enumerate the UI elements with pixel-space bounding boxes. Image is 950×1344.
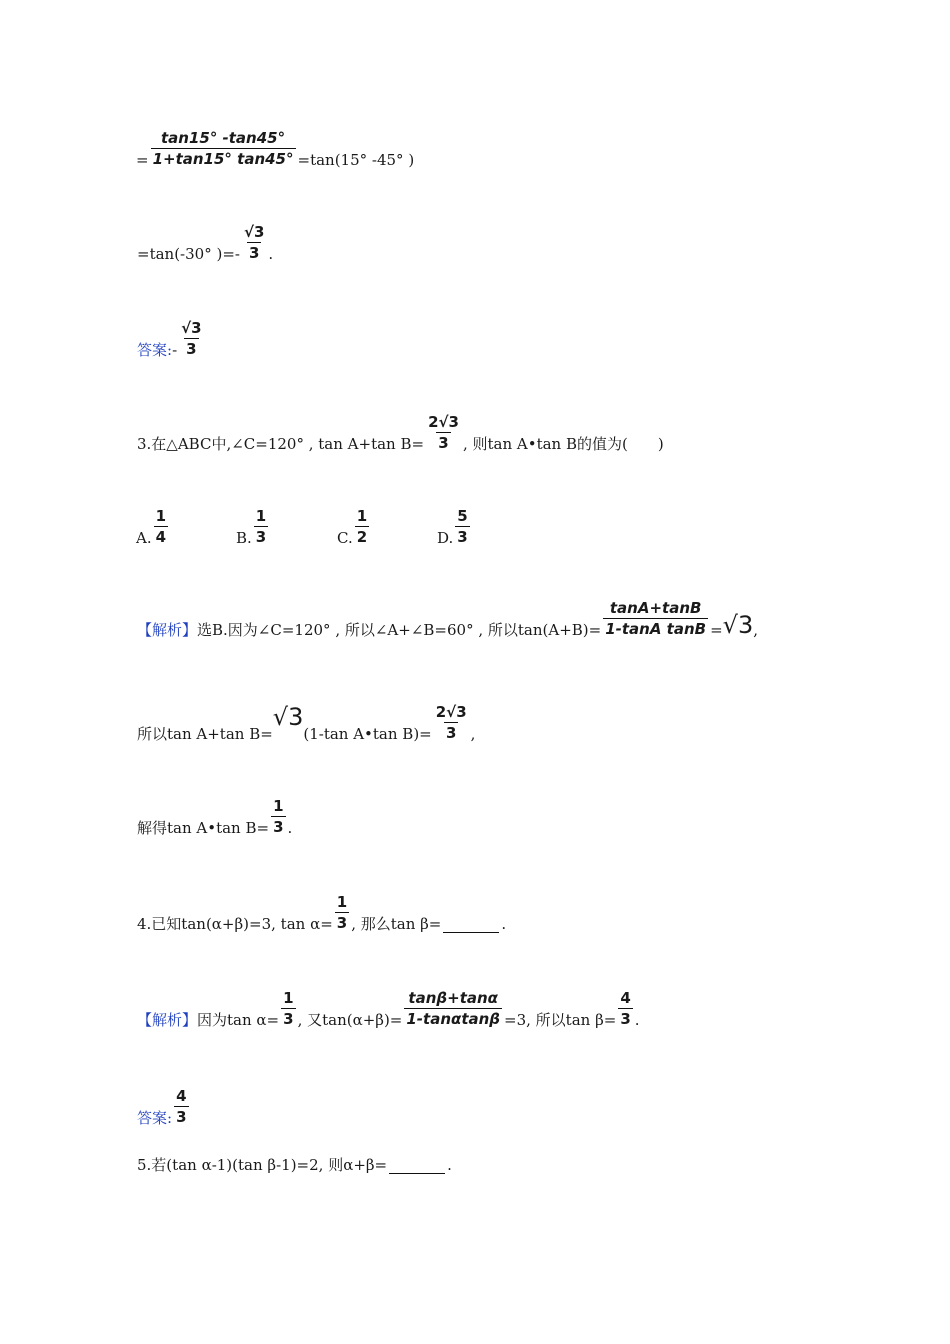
sol4-denominator-3: 3 bbox=[620, 1010, 631, 1028]
q3-option-d[interactable] bbox=[437, 506, 472, 547]
step1-line bbox=[136, 128, 414, 198]
sol3-denominator: 1-tanA tanB bbox=[605, 620, 707, 638]
q5-line bbox=[137, 1156, 452, 1226]
sol3b-line bbox=[137, 702, 475, 772]
sol3-tag: 【解析】 bbox=[137, 621, 198, 639]
step2-numerator: √3 bbox=[243, 223, 265, 241]
answer4-line bbox=[137, 1086, 191, 1156]
option-label: D. bbox=[437, 529, 454, 547]
option-label: B. bbox=[236, 529, 252, 547]
q4-numerator: 1 bbox=[336, 893, 348, 911]
option-fraction bbox=[154, 506, 168, 547]
option-numerator: 5 bbox=[457, 507, 468, 525]
answer4-numerator: 4 bbox=[176, 1087, 187, 1105]
sol3c-tail: . bbox=[287, 819, 293, 837]
sol4-tag: 【解析】 bbox=[137, 1011, 198, 1029]
sol3-tail: , bbox=[753, 621, 759, 639]
sol4-denominator-2: 1-tanαtanβ bbox=[406, 1010, 501, 1028]
step2-suffix: . bbox=[268, 245, 274, 263]
option-numerator: 1 bbox=[255, 507, 267, 525]
step2-prefix: =tan(-30° )=- bbox=[137, 245, 240, 263]
option-fraction bbox=[254, 506, 268, 547]
sol3c-numerator: 1 bbox=[273, 797, 284, 815]
q3-numerator: 2√3 bbox=[428, 413, 459, 431]
sol3-sqrt: √3 bbox=[722, 611, 754, 639]
sol4-numerator-1: 1 bbox=[283, 989, 294, 1007]
sol3-eq: = bbox=[710, 621, 723, 639]
sol4-numerator-2: tanβ+tanα bbox=[408, 989, 498, 1007]
sol3b-denominator: 3 bbox=[445, 724, 457, 742]
step2-denominator: 3 bbox=[248, 244, 260, 262]
sol3c-denominator: 3 bbox=[273, 818, 284, 836]
q3-denominator: 3 bbox=[438, 434, 449, 452]
sol4-text2: , 又tan(α+β)= bbox=[297, 1011, 403, 1029]
step1-numerator: tan15° -tan45° bbox=[160, 129, 286, 147]
sol3b-text1: 所以tan A+tan B= bbox=[137, 725, 273, 743]
q4-line bbox=[137, 892, 506, 962]
q3-text1: 3.在△ABC中,∠C=120° , tan A+tan B= bbox=[137, 435, 425, 453]
q5-answer-blank[interactable] bbox=[389, 1159, 445, 1174]
q3-line bbox=[137, 412, 664, 482]
option-fraction bbox=[455, 506, 469, 547]
answer4-fraction bbox=[174, 1086, 188, 1127]
q4-text2: , 那么tan β= bbox=[351, 915, 442, 933]
sol4-numerator-3: 4 bbox=[620, 989, 631, 1007]
option-denominator: 3 bbox=[457, 528, 468, 546]
option-denominator: 3 bbox=[255, 528, 267, 546]
q5-text1: 5.若(tan α-1)(tan β-1)=2, 则α+β= bbox=[137, 1156, 388, 1174]
sol3c-fraction bbox=[271, 796, 285, 837]
q4-tail: . bbox=[501, 915, 507, 933]
sol3c-line bbox=[137, 796, 292, 866]
sol4-fraction-1 bbox=[281, 988, 295, 1029]
answer1-label: 答案: bbox=[137, 341, 173, 359]
q3-text2: , 则tan A•tan B的值为( ) bbox=[462, 435, 664, 453]
sol3b-sqrt: √3 bbox=[272, 703, 304, 731]
step2-fraction bbox=[242, 222, 266, 263]
answer4-denominator: 3 bbox=[176, 1108, 187, 1126]
q3-option-a[interactable] bbox=[136, 506, 170, 547]
q5-tail: . bbox=[447, 1156, 452, 1174]
step1-prefix: = bbox=[136, 151, 149, 169]
option-numerator: 1 bbox=[356, 507, 368, 525]
sol4-tail: . bbox=[634, 1011, 640, 1029]
sol3b-text2: (1-tan A•tan B)= bbox=[303, 725, 432, 743]
q4-answer-blank[interactable] bbox=[443, 918, 499, 933]
step1-suffix: =tan(15° -45° ) bbox=[297, 151, 415, 169]
answer1-fraction bbox=[179, 318, 203, 359]
option-fraction bbox=[355, 506, 369, 547]
step1-fraction bbox=[151, 128, 296, 169]
option-numerator: 1 bbox=[155, 507, 167, 525]
q4-fraction bbox=[335, 892, 349, 933]
q4-denominator: 3 bbox=[336, 914, 348, 932]
answer1-denominator: 3 bbox=[186, 340, 197, 358]
q4-text1: 4.已知tan(α+β)=3, tan α= bbox=[137, 915, 333, 933]
answer1-sign: - bbox=[172, 341, 178, 359]
q3-fraction bbox=[426, 412, 461, 453]
sol3b-tail: , bbox=[470, 725, 476, 743]
sol3-text1: 选B.因为∠C=120° , 所以∠A+∠B=60° , 所以tan(A+B)= bbox=[197, 621, 602, 639]
sol3-fraction bbox=[603, 598, 708, 639]
sol4-line bbox=[137, 988, 640, 1058]
sol3c-text1: 解得tan A•tan B= bbox=[137, 819, 270, 837]
step1-denominator: 1+tan15° tan45° bbox=[152, 150, 294, 168]
sol4-denominator-1: 3 bbox=[283, 1010, 294, 1028]
sol3b-fraction bbox=[434, 702, 469, 743]
option-denominator: 4 bbox=[155, 528, 167, 546]
sol3-line bbox=[137, 598, 758, 668]
sol3-numerator: tanA+tanB bbox=[609, 599, 702, 617]
answer1-numerator: √3 bbox=[181, 319, 202, 337]
q3-option-b[interactable] bbox=[236, 506, 270, 547]
sol3b-numerator: 2√3 bbox=[435, 703, 467, 721]
option-denominator: 2 bbox=[356, 528, 368, 546]
q3-option-c[interactable] bbox=[337, 506, 371, 547]
sol4-fraction-3 bbox=[618, 988, 632, 1029]
sol4-text3: =3, 所以tan β= bbox=[504, 1011, 617, 1029]
sol4-fraction-2 bbox=[404, 988, 502, 1029]
sol4-text1: 因为tan α= bbox=[197, 1011, 280, 1029]
option-label: A. bbox=[136, 529, 152, 547]
answer1-line bbox=[137, 318, 206, 388]
option-label: C. bbox=[337, 529, 353, 547]
step2-line bbox=[137, 222, 273, 292]
answer4-label: 答案: bbox=[137, 1109, 173, 1127]
